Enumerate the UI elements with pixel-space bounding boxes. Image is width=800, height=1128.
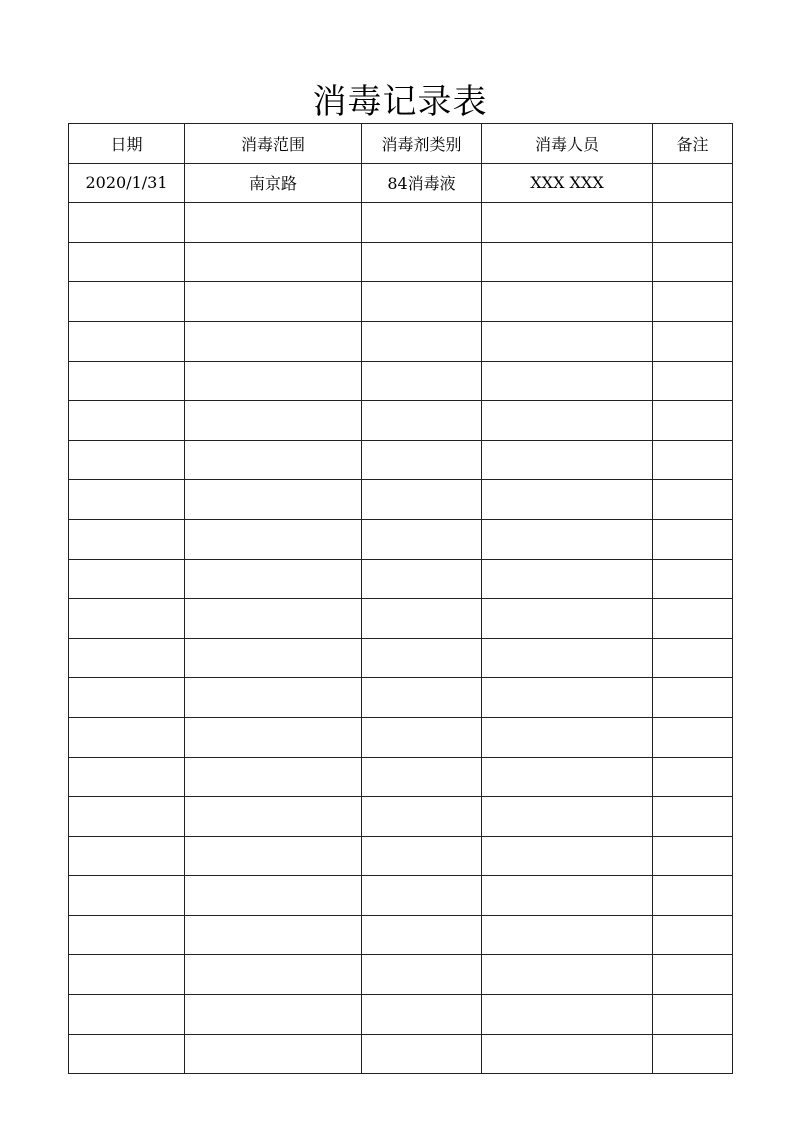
- cell-disinfection-staff[interactable]: [482, 757, 653, 797]
- cell-disinfectant-type[interactable]: [362, 717, 482, 757]
- cell-disinfectant-type[interactable]: [362, 559, 482, 599]
- cell-disinfectant-type[interactable]: [362, 678, 482, 718]
- cell-remarks[interactable]: [653, 401, 733, 441]
- column-header-disinfection-staff: 消毒人员: [482, 124, 653, 164]
- table-row: [69, 955, 733, 995]
- cell-disinfection-staff[interactable]: [482, 242, 653, 282]
- cell-date[interactable]: [69, 915, 185, 955]
- cell-remarks[interactable]: [653, 282, 733, 322]
- table-row: [69, 242, 733, 282]
- cell-remarks[interactable]: [653, 242, 733, 282]
- cell-remarks[interactable]: [653, 519, 733, 559]
- cell-disinfection-staff[interactable]: [482, 519, 653, 559]
- cell-remarks[interactable]: [653, 717, 733, 757]
- cell-disinfectant-type[interactable]: [362, 599, 482, 639]
- table-row: [69, 678, 733, 718]
- cell-remarks[interactable]: [653, 163, 733, 203]
- cell-disinfection-staff[interactable]: [482, 599, 653, 639]
- table-row: [69, 401, 733, 441]
- cell-disinfectant-type[interactable]: [362, 242, 482, 282]
- cell-disinfection-area[interactable]: [185, 757, 362, 797]
- cell-disinfection-staff[interactable]: [482, 876, 653, 916]
- cell-date[interactable]: [69, 480, 185, 520]
- table-body: [69, 163, 733, 1074]
- cell-disinfectant-type[interactable]: [362, 1034, 482, 1074]
- table-row: [69, 876, 733, 916]
- cell-disinfectant-type[interactable]: 84消毒液: [362, 163, 482, 203]
- cell-disinfection-staff[interactable]: [482, 559, 653, 599]
- cell-disinfection-area[interactable]: 南京路: [185, 163, 362, 203]
- cell-disinfectant-type[interactable]: [362, 915, 482, 955]
- cell-remarks[interactable]: [653, 203, 733, 243]
- cell-disinfectant-type[interactable]: [362, 440, 482, 480]
- cell-disinfectant-type[interactable]: [362, 401, 482, 441]
- table-row: [69, 717, 733, 757]
- cell-date[interactable]: [69, 242, 185, 282]
- page-title: 消毒记录表: [312, 82, 488, 122]
- cell-disinfection-area[interactable]: [185, 876, 362, 916]
- table-row: [69, 519, 733, 559]
- cell-disinfection-staff[interactable]: [482, 203, 653, 243]
- cell-disinfection-staff[interactable]: [482, 401, 653, 441]
- cell-date[interactable]: [69, 282, 185, 322]
- cell-disinfectant-type[interactable]: [362, 480, 482, 520]
- cell-remarks[interactable]: [653, 678, 733, 718]
- table-row: [69, 797, 733, 837]
- table-header-row: [69, 124, 733, 164]
- table-row: [69, 440, 733, 480]
- cell-remarks[interactable]: [653, 599, 733, 639]
- cell-remarks[interactable]: [653, 361, 733, 401]
- cell-disinfection-area[interactable]: [185, 638, 362, 678]
- cell-disinfection-area[interactable]: [185, 242, 362, 282]
- cell-date[interactable]: [69, 757, 185, 797]
- cell-date[interactable]: 2020/1/31: [69, 163, 185, 203]
- cell-disinfection-area[interactable]: [185, 836, 362, 876]
- cell-disinfectant-type[interactable]: [362, 995, 482, 1035]
- cell-disinfection-staff[interactable]: [482, 638, 653, 678]
- cell-date[interactable]: [69, 955, 185, 995]
- cell-disinfectant-type[interactable]: [362, 519, 482, 559]
- column-header-remarks: 备注: [653, 124, 733, 164]
- table-row: [69, 361, 733, 401]
- cell-remarks[interactable]: [653, 797, 733, 837]
- cell-date[interactable]: [69, 361, 185, 401]
- cell-disinfection-staff[interactable]: [482, 915, 653, 955]
- cell-disinfectant-type[interactable]: [362, 282, 482, 322]
- cell-disinfectant-type[interactable]: [362, 321, 482, 361]
- cell-remarks[interactable]: [653, 638, 733, 678]
- table-row: [69, 480, 733, 520]
- cell-date[interactable]: [69, 836, 185, 876]
- table-row: [69, 599, 733, 639]
- cell-disinfectant-type[interactable]: [362, 638, 482, 678]
- cell-date[interactable]: [69, 678, 185, 718]
- column-header-disinfectant-type: 消毒剂类别: [362, 124, 482, 164]
- cell-date[interactable]: [69, 321, 185, 361]
- cell-disinfection-area[interactable]: [185, 678, 362, 718]
- table-row: [69, 559, 733, 599]
- cell-disinfection-area[interactable]: [185, 599, 362, 639]
- cell-disinfection-area[interactable]: [185, 401, 362, 441]
- cell-disinfection-area[interactable]: [185, 203, 362, 243]
- table-row: [69, 638, 733, 678]
- cell-disinfection-area[interactable]: [185, 440, 362, 480]
- table-row: [69, 757, 733, 797]
- cell-date[interactable]: [69, 401, 185, 441]
- cell-disinfection-area[interactable]: [185, 559, 362, 599]
- cell-date[interactable]: [69, 203, 185, 243]
- cell-date[interactable]: [69, 995, 185, 1035]
- cell-disinfection-staff[interactable]: XXX XXX: [482, 163, 653, 203]
- cell-disinfection-area[interactable]: [185, 717, 362, 757]
- cell-remarks[interactable]: [653, 1034, 733, 1074]
- disinfection-record-table: [68, 123, 733, 1074]
- cell-disinfection-area[interactable]: [185, 955, 362, 995]
- cell-disinfection-staff[interactable]: [482, 440, 653, 480]
- table-row: [69, 321, 733, 361]
- cell-disinfectant-type[interactable]: [362, 955, 482, 995]
- cell-date[interactable]: [69, 797, 185, 837]
- cell-disinfectant-type[interactable]: [362, 797, 482, 837]
- cell-remarks[interactable]: [653, 955, 733, 995]
- cell-disinfection-staff[interactable]: [482, 678, 653, 718]
- cell-remarks[interactable]: [653, 915, 733, 955]
- cell-remarks[interactable]: [653, 836, 733, 876]
- column-header-disinfection-area: 消毒范围: [185, 124, 362, 164]
- cell-remarks[interactable]: [653, 876, 733, 916]
- cell-date[interactable]: [69, 876, 185, 916]
- cell-disinfectant-type[interactable]: [362, 203, 482, 243]
- cell-disinfection-staff[interactable]: [482, 1034, 653, 1074]
- cell-disinfection-staff[interactable]: [482, 955, 653, 995]
- table-row: [69, 995, 733, 1035]
- cell-disinfection-staff[interactable]: [482, 282, 653, 322]
- cell-remarks[interactable]: [653, 757, 733, 797]
- cell-disinfection-staff[interactable]: [482, 717, 653, 757]
- cell-disinfection-staff[interactable]: [482, 480, 653, 520]
- cell-disinfection-staff[interactable]: [482, 995, 653, 1035]
- table-row: [69, 915, 733, 955]
- cell-disinfection-area[interactable]: [185, 995, 362, 1035]
- cell-date[interactable]: [69, 717, 185, 757]
- cell-disinfection-area[interactable]: [185, 1034, 362, 1074]
- cell-remarks[interactable]: [653, 480, 733, 520]
- cell-disinfection-area[interactable]: [185, 480, 362, 520]
- cell-date[interactable]: [69, 638, 185, 678]
- cell-remarks[interactable]: [653, 995, 733, 1035]
- cell-date[interactable]: [69, 440, 185, 480]
- cell-disinfection-area[interactable]: [185, 797, 362, 837]
- table-row: [69, 1034, 733, 1074]
- table-row: [69, 282, 733, 322]
- cell-disinfection-staff[interactable]: [482, 797, 653, 837]
- cell-remarks[interactable]: [653, 321, 733, 361]
- cell-date[interactable]: [69, 519, 185, 559]
- cell-disinfectant-type[interactable]: [362, 876, 482, 916]
- table-row: [69, 836, 733, 876]
- cell-disinfectant-type[interactable]: [362, 757, 482, 797]
- cell-disinfectant-type[interactable]: [362, 361, 482, 401]
- cell-remarks[interactable]: [653, 440, 733, 480]
- cell-date[interactable]: [69, 1034, 185, 1074]
- cell-disinfection-area[interactable]: [185, 519, 362, 559]
- column-header-date: 日期: [69, 124, 185, 164]
- cell-disinfection-area[interactable]: [185, 915, 362, 955]
- cell-date[interactable]: [69, 599, 185, 639]
- table-row: [69, 203, 733, 243]
- cell-date[interactable]: [69, 559, 185, 599]
- cell-disinfectant-type[interactable]: [362, 836, 482, 876]
- cell-remarks[interactable]: [653, 559, 733, 599]
- table-row: [69, 163, 733, 203]
- cell-disinfection-staff[interactable]: [482, 836, 653, 876]
- cell-disinfection-staff[interactable]: [482, 321, 653, 361]
- cell-disinfection-area[interactable]: [185, 361, 362, 401]
- cell-disinfection-staff[interactable]: [482, 361, 653, 401]
- cell-disinfection-area[interactable]: [185, 321, 362, 361]
- cell-disinfection-area[interactable]: [185, 282, 362, 322]
